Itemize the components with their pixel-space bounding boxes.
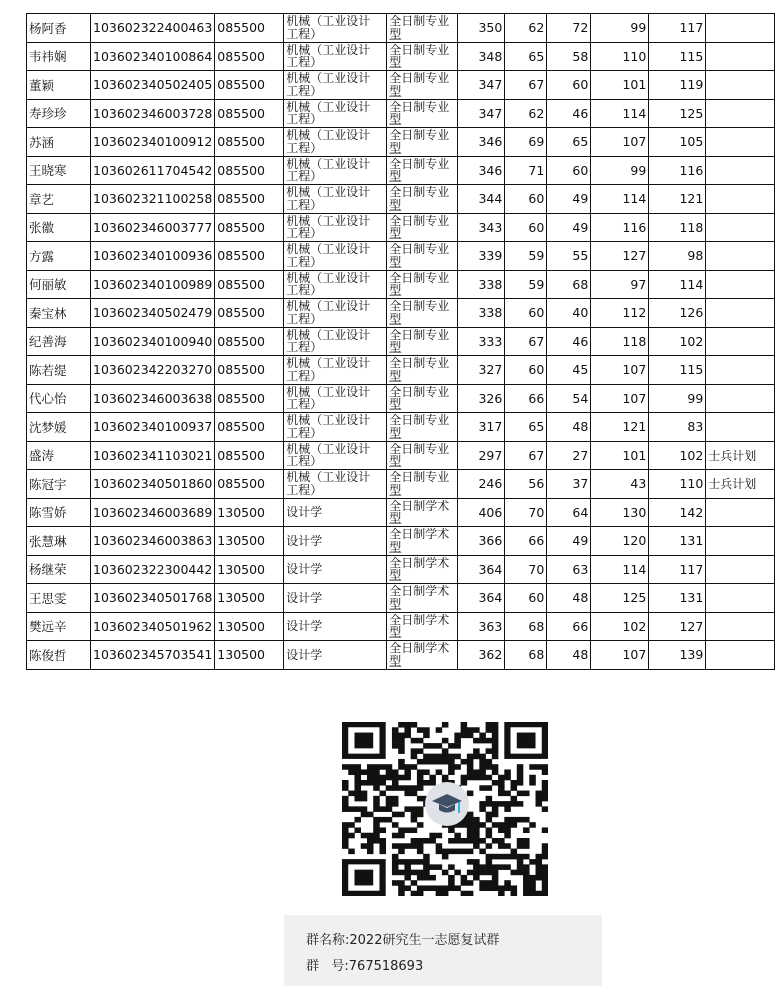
- subject1-score: 43: [591, 470, 649, 499]
- candidate-id: 103602340501860: [91, 470, 215, 499]
- politics-score: 66: [505, 527, 547, 556]
- subject2-score: 117: [649, 14, 706, 43]
- major-code: 085500: [215, 270, 284, 299]
- politics-score: 67: [505, 441, 547, 470]
- student-name: 董颖: [27, 71, 91, 100]
- major-name: 设计学: [284, 584, 387, 613]
- remark: [706, 327, 775, 356]
- student-name: 樊远辛: [27, 612, 91, 641]
- major-name: 设计学: [284, 612, 387, 641]
- major-name: 机械（工业设计 工程）: [284, 441, 387, 470]
- total-score: 317: [458, 413, 505, 442]
- table-row: [27, 584, 775, 613]
- candidate-id: 103602346003777: [91, 213, 215, 242]
- major-name: 机械（工业设计 工程）: [284, 185, 387, 214]
- subject1-score: 107: [591, 128, 649, 157]
- remark: [706, 612, 775, 641]
- politics-score: 59: [505, 242, 547, 271]
- english-score: 49: [547, 527, 591, 556]
- major-code: 085500: [215, 71, 284, 100]
- study-type: 全日制学术 型: [387, 555, 458, 584]
- politics-score: 60: [505, 299, 547, 328]
- subject2-score: 126: [649, 299, 706, 328]
- student-name: 王晓寒: [27, 156, 91, 185]
- table-row: [27, 242, 775, 271]
- total-score: 327: [458, 356, 505, 385]
- politics-score: 71: [505, 156, 547, 185]
- subject1-score: 127: [591, 242, 649, 271]
- study-type: 全日制专业 型: [387, 299, 458, 328]
- candidate-id: 103602340502405: [91, 71, 215, 100]
- subject2-score: 125: [649, 99, 706, 128]
- candidate-id: 103602340502479: [91, 299, 215, 328]
- student-name: 纪善海: [27, 327, 91, 356]
- major-code: 085500: [215, 213, 284, 242]
- student-name: 杨继荣: [27, 555, 91, 584]
- table-row: [27, 470, 775, 499]
- candidate-id: 103602340100912: [91, 128, 215, 157]
- remark: [706, 356, 775, 385]
- english-score: 68: [547, 270, 591, 299]
- subject2-score: 115: [649, 42, 706, 71]
- subject1-score: 114: [591, 185, 649, 214]
- candidate-id: 103602322400463: [91, 14, 215, 43]
- student-name: 寿珍珍: [27, 99, 91, 128]
- study-type: 全日制学术 型: [387, 584, 458, 613]
- table-row: [27, 555, 775, 584]
- candidate-id: 103602340100864: [91, 42, 215, 71]
- major-name: 机械（工业设计 工程）: [284, 270, 387, 299]
- student-name: 陈俊哲: [27, 641, 91, 670]
- politics-score: 60: [505, 356, 547, 385]
- total-score: 338: [458, 299, 505, 328]
- study-type: 全日制专业 型: [387, 156, 458, 185]
- subject1-score: 118: [591, 327, 649, 356]
- politics-score: 68: [505, 641, 547, 670]
- study-type: 全日制专业 型: [387, 99, 458, 128]
- major-code: 085500: [215, 242, 284, 271]
- table-row: [27, 612, 775, 641]
- subject1-score: 120: [591, 527, 649, 556]
- group-name: 群名称:2022研究生一志愿复试群: [306, 933, 500, 948]
- subject1-score: 112: [591, 299, 649, 328]
- remark: [706, 641, 775, 670]
- major-code: 085500: [215, 327, 284, 356]
- subject2-score: 118: [649, 213, 706, 242]
- subject1-score: 97: [591, 270, 649, 299]
- politics-score: 59: [505, 270, 547, 299]
- politics-score: 56: [505, 470, 547, 499]
- student-name: 苏涵: [27, 128, 91, 157]
- total-score: 338: [458, 270, 505, 299]
- major-name: 机械（工业设计 工程）: [284, 71, 387, 100]
- politics-score: 69: [505, 128, 547, 157]
- group-info-box: [284, 915, 602, 986]
- major-code: 130500: [215, 584, 284, 613]
- remark: [706, 128, 775, 157]
- politics-score: 62: [505, 99, 547, 128]
- remark: 士兵计划: [706, 470, 775, 499]
- remark: [706, 14, 775, 43]
- table-row: [27, 270, 775, 299]
- subject2-score: 83: [649, 413, 706, 442]
- major-code: 085500: [215, 299, 284, 328]
- subject1-score: 107: [591, 641, 649, 670]
- table-row: [27, 384, 775, 413]
- student-name: 章艺: [27, 185, 91, 214]
- total-score: 346: [458, 156, 505, 185]
- subject1-score: 101: [591, 441, 649, 470]
- major-name: 设计学: [284, 527, 387, 556]
- major-name: 设计学: [284, 555, 387, 584]
- total-score: 366: [458, 527, 505, 556]
- remark: [706, 299, 775, 328]
- english-score: 54: [547, 384, 591, 413]
- subject1-score: 107: [591, 384, 649, 413]
- english-score: 27: [547, 441, 591, 470]
- student-name: 方露: [27, 242, 91, 271]
- major-name: 机械（工业设计 工程）: [284, 156, 387, 185]
- subject1-score: 125: [591, 584, 649, 613]
- total-score: 347: [458, 71, 505, 100]
- study-type: 全日制专业 型: [387, 42, 458, 71]
- candidate-id: 103602346003728: [91, 99, 215, 128]
- subject2-score: 131: [649, 584, 706, 613]
- total-score: 333: [458, 327, 505, 356]
- candidate-id: 103602342203270: [91, 356, 215, 385]
- subject2-score: 102: [649, 441, 706, 470]
- major-code: 085500: [215, 384, 284, 413]
- major-code: 085500: [215, 156, 284, 185]
- english-score: 58: [547, 42, 591, 71]
- politics-score: 60: [505, 584, 547, 613]
- major-code: 085500: [215, 470, 284, 499]
- candidate-id: 103602346003863: [91, 527, 215, 556]
- english-score: 72: [547, 14, 591, 43]
- subject2-score: 139: [649, 641, 706, 670]
- student-name: 陈雪娇: [27, 498, 91, 527]
- total-score: 246: [458, 470, 505, 499]
- politics-score: 67: [505, 327, 547, 356]
- english-score: 66: [547, 612, 591, 641]
- table-row: [27, 128, 775, 157]
- major-code: 085500: [215, 185, 284, 214]
- major-code: 085500: [215, 14, 284, 43]
- english-score: 49: [547, 213, 591, 242]
- major-name: 设计学: [284, 498, 387, 527]
- subject1-score: 110: [591, 42, 649, 71]
- major-name: 机械（工业设计 工程）: [284, 14, 387, 43]
- major-code: 085500: [215, 42, 284, 71]
- major-name: 机械（工业设计 工程）: [284, 42, 387, 71]
- major-code: 085500: [215, 441, 284, 470]
- table-row: [27, 641, 775, 670]
- major-code: 085500: [215, 413, 284, 442]
- major-code: 130500: [215, 498, 284, 527]
- total-score: 326: [458, 384, 505, 413]
- subject2-score: 99: [649, 384, 706, 413]
- study-type: 全日制专业 型: [387, 14, 458, 43]
- total-score: 297: [458, 441, 505, 470]
- table-row: [27, 356, 775, 385]
- remark: [706, 498, 775, 527]
- english-score: 55: [547, 242, 591, 271]
- politics-score: 65: [505, 413, 547, 442]
- subject2-score: 102: [649, 327, 706, 356]
- remark: [706, 413, 775, 442]
- student-name: 韦祎娴: [27, 42, 91, 71]
- politics-score: 65: [505, 42, 547, 71]
- score-table: [26, 13, 775, 670]
- study-type: 全日制专业 型: [387, 213, 458, 242]
- english-score: 64: [547, 498, 591, 527]
- remark: [706, 42, 775, 71]
- total-score: 364: [458, 555, 505, 584]
- major-name: 机械（工业设计 工程）: [284, 470, 387, 499]
- study-type: 全日制专业 型: [387, 413, 458, 442]
- politics-score: 60: [505, 185, 547, 214]
- remark: [706, 71, 775, 100]
- major-code: 085500: [215, 99, 284, 128]
- table-row: [27, 42, 775, 71]
- major-name: 机械（工业设计 工程）: [284, 413, 387, 442]
- major-name: 机械（工业设计 工程）: [284, 384, 387, 413]
- candidate-id: 103602341103021: [91, 441, 215, 470]
- remark: [706, 384, 775, 413]
- student-name: 代心怡: [27, 384, 91, 413]
- subject1-score: 114: [591, 555, 649, 584]
- subject2-score: 121: [649, 185, 706, 214]
- subject1-score: 130: [591, 498, 649, 527]
- study-type: 全日制专业 型: [387, 242, 458, 271]
- subject1-score: 121: [591, 413, 649, 442]
- subject2-score: 98: [649, 242, 706, 271]
- remark: 士兵计划: [706, 441, 775, 470]
- english-score: 48: [547, 641, 591, 670]
- total-score: 364: [458, 584, 505, 613]
- english-score: 40: [547, 299, 591, 328]
- major-code: 130500: [215, 527, 284, 556]
- english-score: 46: [547, 99, 591, 128]
- politics-score: 68: [505, 612, 547, 641]
- politics-score: 60: [505, 213, 547, 242]
- student-name: 沈梦媛: [27, 413, 91, 442]
- table-row: [27, 327, 775, 356]
- major-name: 设计学: [284, 641, 387, 670]
- total-score: 347: [458, 99, 505, 128]
- subject1-score: 102: [591, 612, 649, 641]
- table-row: [27, 156, 775, 185]
- study-type: 全日制专业 型: [387, 384, 458, 413]
- study-type: 全日制专业 型: [387, 327, 458, 356]
- english-score: 63: [547, 555, 591, 584]
- politics-score: 66: [505, 384, 547, 413]
- remark: [706, 185, 775, 214]
- student-name: 张徽: [27, 213, 91, 242]
- subject2-score: 119: [649, 71, 706, 100]
- total-score: 348: [458, 42, 505, 71]
- remark: [706, 584, 775, 613]
- subject2-score: 131: [649, 527, 706, 556]
- subject1-score: 116: [591, 213, 649, 242]
- study-type: 全日制专业 型: [387, 441, 458, 470]
- table-row: [27, 413, 775, 442]
- student-name: 张慧琳: [27, 527, 91, 556]
- major-name: 机械（工业设计 工程）: [284, 242, 387, 271]
- candidate-id: 103602340501768: [91, 584, 215, 613]
- major-name: 机械（工业设计 工程）: [284, 299, 387, 328]
- total-score: 343: [458, 213, 505, 242]
- politics-score: 70: [505, 555, 547, 584]
- subject2-score: 115: [649, 356, 706, 385]
- subject2-score: 142: [649, 498, 706, 527]
- total-score: 363: [458, 612, 505, 641]
- remark: [706, 242, 775, 271]
- politics-score: 62: [505, 14, 547, 43]
- table-row: [27, 99, 775, 128]
- english-score: 60: [547, 156, 591, 185]
- table-row: [27, 71, 775, 100]
- total-score: 350: [458, 14, 505, 43]
- candidate-id: 103602340100940: [91, 327, 215, 356]
- politics-score: 67: [505, 71, 547, 100]
- english-score: 49: [547, 185, 591, 214]
- major-name: 机械（工业设计 工程）: [284, 213, 387, 242]
- candidate-id: 103602340100936: [91, 242, 215, 271]
- candidate-id: 103602321100258: [91, 185, 215, 214]
- subject1-score: 101: [591, 71, 649, 100]
- study-type: 全日制专业 型: [387, 185, 458, 214]
- study-type: 全日制学术 型: [387, 498, 458, 527]
- major-name: 机械（工业设计 工程）: [284, 327, 387, 356]
- major-name: 机械（工业设计 工程）: [284, 128, 387, 157]
- subject1-score: 99: [591, 156, 649, 185]
- major-code: 085500: [215, 128, 284, 157]
- candidate-id: 103602346003689: [91, 498, 215, 527]
- candidate-id: 103602340100989: [91, 270, 215, 299]
- subject1-score: 114: [591, 99, 649, 128]
- major-code: 130500: [215, 555, 284, 584]
- study-type: 全日制学术 型: [387, 527, 458, 556]
- study-type: 全日制学术 型: [387, 612, 458, 641]
- subject2-score: 127: [649, 612, 706, 641]
- english-score: 46: [547, 327, 591, 356]
- total-score: 406: [458, 498, 505, 527]
- remark: [706, 270, 775, 299]
- student-name: 陈若缇: [27, 356, 91, 385]
- candidate-id: 103602346003638: [91, 384, 215, 413]
- total-score: 344: [458, 185, 505, 214]
- subject2-score: 110: [649, 470, 706, 499]
- english-score: 60: [547, 71, 591, 100]
- remark: [706, 527, 775, 556]
- english-score: 45: [547, 356, 591, 385]
- total-score: 346: [458, 128, 505, 157]
- student-name: 陈冠宇: [27, 470, 91, 499]
- student-name: 盛涛: [27, 441, 91, 470]
- candidate-id: 103602322300442: [91, 555, 215, 584]
- english-score: 65: [547, 128, 591, 157]
- subject1-score: 99: [591, 14, 649, 43]
- table-row: [27, 498, 775, 527]
- remark: [706, 213, 775, 242]
- student-name: 杨阿香: [27, 14, 91, 43]
- english-score: 37: [547, 470, 591, 499]
- remark: [706, 555, 775, 584]
- study-type: 全日制专业 型: [387, 470, 458, 499]
- qr-code[interactable]: [342, 722, 548, 896]
- table-row: [27, 14, 775, 43]
- study-type: 全日制专业 型: [387, 71, 458, 100]
- subject2-score: 114: [649, 270, 706, 299]
- table-row: [27, 441, 775, 470]
- study-type: 全日制学术 型: [387, 641, 458, 670]
- student-name: 王思雯: [27, 584, 91, 613]
- candidate-id: 103602340100937: [91, 413, 215, 442]
- subject1-score: 107: [591, 356, 649, 385]
- remark: [706, 156, 775, 185]
- major-code: 130500: [215, 641, 284, 670]
- subject2-score: 117: [649, 555, 706, 584]
- english-score: 48: [547, 584, 591, 613]
- table-row: [27, 213, 775, 242]
- major-code: 085500: [215, 356, 284, 385]
- student-name: 秦宝林: [27, 299, 91, 328]
- major-code: 130500: [215, 612, 284, 641]
- candidate-id: 103602340501962: [91, 612, 215, 641]
- candidate-id: 103602611704542: [91, 156, 215, 185]
- table-row: [27, 185, 775, 214]
- group-number: 群 号:767518693: [306, 959, 424, 974]
- candidate-id: 103602345703541: [91, 641, 215, 670]
- major-name: 机械（工业设计 工程）: [284, 356, 387, 385]
- total-score: 362: [458, 641, 505, 670]
- table-row: [27, 527, 775, 556]
- major-name: 机械（工业设计 工程）: [284, 99, 387, 128]
- graduation-cap-icon: [425, 782, 469, 826]
- subject2-score: 116: [649, 156, 706, 185]
- study-type: 全日制专业 型: [387, 128, 458, 157]
- student-name: 何丽敏: [27, 270, 91, 299]
- table-row: [27, 299, 775, 328]
- study-type: 全日制专业 型: [387, 356, 458, 385]
- subject2-score: 105: [649, 128, 706, 157]
- remark: [706, 99, 775, 128]
- study-type: 全日制专业 型: [387, 270, 458, 299]
- english-score: 48: [547, 413, 591, 442]
- politics-score: 70: [505, 498, 547, 527]
- total-score: 339: [458, 242, 505, 271]
